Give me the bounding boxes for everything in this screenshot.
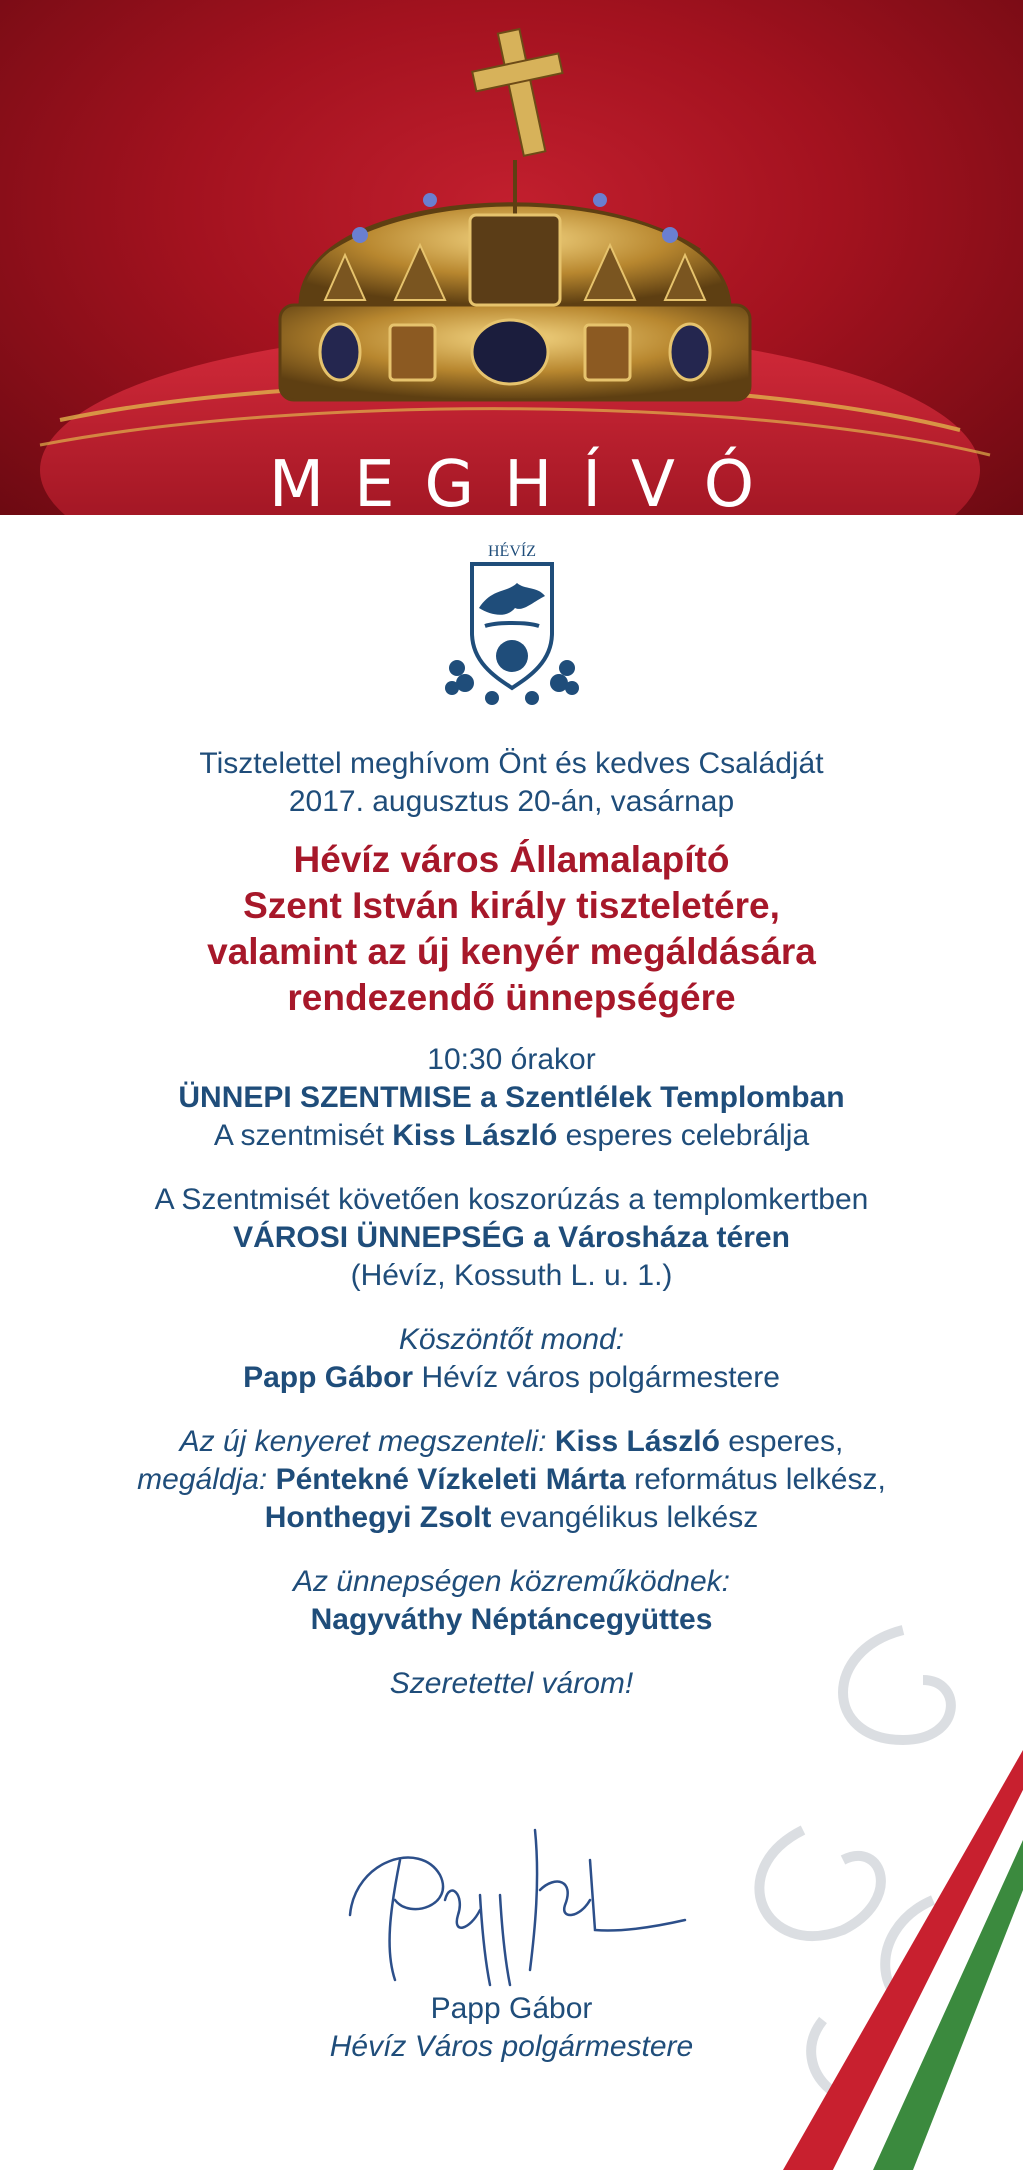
mass-celebrant-suffix: esperes celebrálja bbox=[565, 1119, 810, 1152]
blessing-role-3: evangélikus lelkész bbox=[499, 1501, 759, 1534]
blessing-role-2: református lelkész, bbox=[634, 1463, 886, 1496]
holy-crown-illustration bbox=[0, 0, 1023, 515]
blessing-label-1: Az új kenyeret megszenteli: bbox=[179, 1425, 547, 1458]
mass-time: 10:30 órakor bbox=[427, 1043, 596, 1076]
participants-group: Nagyváthy Néptáncegyüttes bbox=[310, 1603, 713, 1636]
crest-label: HÉVÍZ bbox=[488, 543, 536, 560]
greeting-speaker bbox=[60, 1359, 963, 1397]
invitation-title: MEGHÍVÓ bbox=[268, 448, 785, 515]
intro-line-2: 2017. augusztus 20-án, vasárnap bbox=[288, 785, 735, 818]
event-title-line-3: valamint az új kenyér megáldására bbox=[207, 931, 816, 972]
blessing-label-2: megáldja: bbox=[137, 1463, 268, 1496]
greeting-speaker-name: Papp Gábor bbox=[243, 1361, 414, 1394]
greeting-label: Köszöntőt mond: bbox=[398, 1323, 625, 1356]
city-event-address: (Hévíz, Kossuth L. u. 1.) bbox=[350, 1259, 673, 1292]
city-event-title: VÁROSI ÜNNEPSÉG a Városháza téren bbox=[233, 1221, 790, 1254]
signatory-title: Hévíz Város polgármestere bbox=[329, 2030, 694, 2063]
hero-image bbox=[0, 0, 1023, 515]
closing-text: Szeretettel várom! bbox=[389, 1667, 634, 1700]
blessing-name-2: Péntekné Vízkeleti Márta bbox=[275, 1463, 626, 1496]
participants-label: Az ünnepségen közreműködnek: bbox=[293, 1565, 730, 1598]
mass-celebrant-name: Kiss László bbox=[392, 1119, 558, 1152]
invitation-body bbox=[60, 745, 963, 1703]
signatory-name: Papp Gábor bbox=[430, 1992, 593, 2025]
heviz-coat-of-arms bbox=[437, 538, 587, 708]
mass-celebrant bbox=[60, 1117, 963, 1155]
blessing-line-1 bbox=[60, 1423, 963, 1461]
intro-line-1: Tisztelettel meghívom Önt és kedves Családját bbox=[199, 747, 824, 780]
blessing-line-2 bbox=[60, 1461, 963, 1499]
event-title-line-2: Szent István király tiszteletére, bbox=[243, 885, 780, 926]
blessing-name-3: Honthegyi Zsolt bbox=[264, 1501, 492, 1534]
greeting-speaker-role: Hévíz város polgármestere bbox=[421, 1361, 780, 1394]
mass-celebrant-prefix: A szentmisét bbox=[213, 1119, 384, 1152]
hungarian-flag-ribbon bbox=[763, 1750, 1023, 2170]
blessing-name-1: Kiss László bbox=[554, 1425, 720, 1458]
handwritten-signature bbox=[340, 1820, 700, 1990]
event-title-line-4: rendezendő ünnepségére bbox=[287, 977, 736, 1018]
event-title-line-1: Hévíz város Államalapító bbox=[293, 839, 730, 880]
blessing-line-3 bbox=[60, 1499, 963, 1537]
mass-title: ÜNNEPI SZENTMISE a Szentlélek Templomban bbox=[178, 1081, 845, 1114]
signatory-block bbox=[0, 1990, 1023, 2066]
city-event-line-1: A Szentmisét követően koszorúzás a templomkertben bbox=[154, 1183, 869, 1216]
blessing-role-1: esperes, bbox=[728, 1425, 844, 1458]
